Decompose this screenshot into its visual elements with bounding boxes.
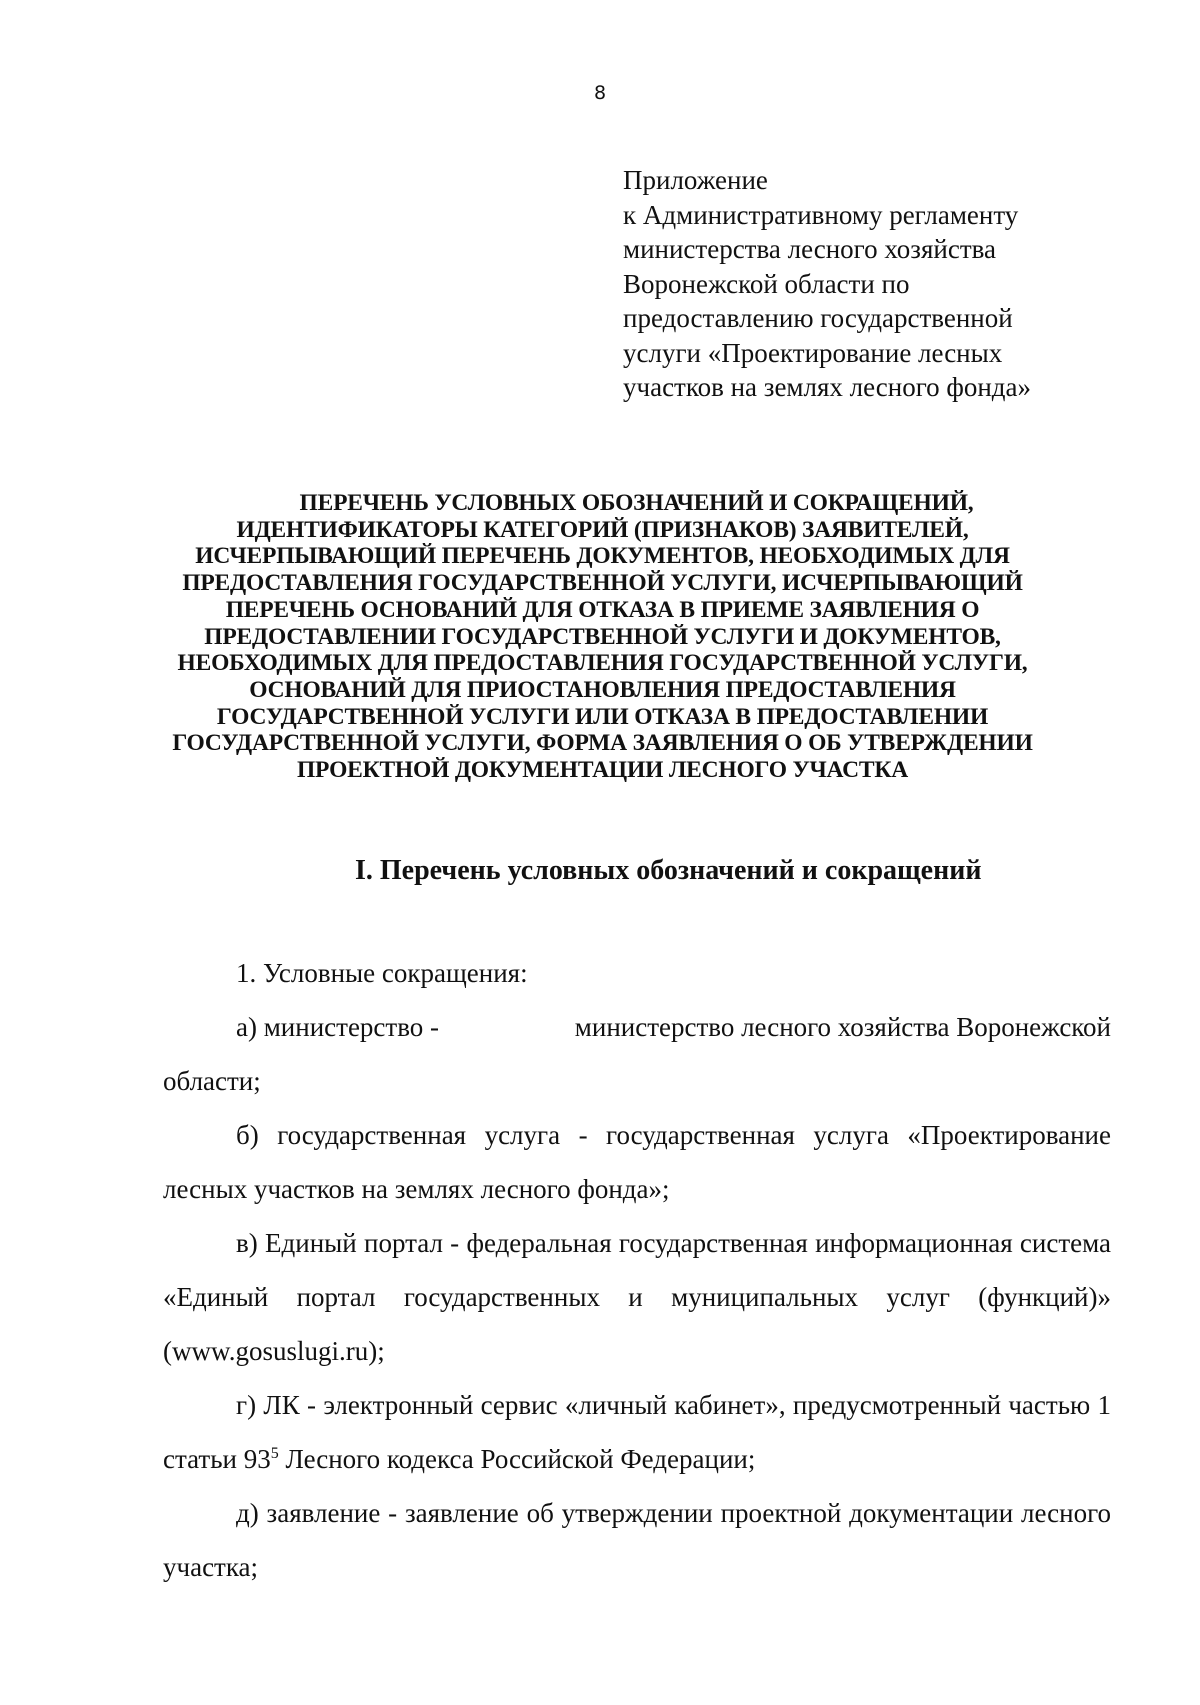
item-a-term: а) министерство - <box>236 1012 440 1042</box>
appendix-line: услуги «Проектирование лесных <box>623 337 1003 368</box>
item-g-text: г) ЛК - электронный сервис «личный кабинет», предусмотренный частью 1 статьи 93 <box>163 1390 1111 1474</box>
appendix-header <box>623 163 1143 405</box>
item-a-line <box>163 1000 1111 1054</box>
abbreviations-list <box>163 946 1111 1594</box>
appendix-line: министерства лесного хозяйства <box>623 234 996 264</box>
item-d: д) заявление - заявление об утверждении проектной документации лесного участка; <box>163 1498 1111 1582</box>
title-line: ПЕРЕЧЕНЬ ОСНОВАНИЙ ДЛЯ ОТКАЗА В ПРИЕМЕ ЗАЯВЛЕНИЯ О <box>225 596 980 623</box>
section-heading: I. Перечень условных обозначений и сокращений <box>355 855 982 886</box>
item-g <box>163 1378 1111 1486</box>
item-a-definition: министерство лесного хозяйства Воронежской <box>574 1012 1111 1042</box>
appendix-line: предоставлению государственной <box>623 303 1013 333</box>
item-a-tail: области; <box>163 1066 261 1096</box>
document-title <box>150 490 1055 784</box>
title-line: ПРЕДОСТАВЛЕНИЯ ГОСУДАРСТВЕННОЙ УСЛУГИ, ИСЧЕРПЫВАЮЩИЙ <box>182 570 1023 597</box>
title-line: ИСЧЕРПЫВАЮЩИЙ ПЕРЕЧЕНЬ ДОКУМЕНТОВ, НЕОБХОДИМЫХ ДЛЯ <box>195 543 1010 570</box>
page-number: 8 <box>593 82 607 104</box>
item-g-text-end: Лесного кодекса Российской Федерации; <box>278 1444 756 1474</box>
item-1-heading: 1. Условные сокращения: <box>236 958 528 988</box>
item-b: б) государственная услуга - государственная услуга «Проектирование лесных участков на землях лесного фонда»; <box>163 1120 1111 1204</box>
title-line: ГОСУДАРСТВЕННОЙ УСЛУГИ ИЛИ ОТКАЗА В ПРЕДОСТАВЛЕНИИ <box>216 703 989 730</box>
appendix-line: к Административному регламенту <box>623 199 1019 230</box>
title-line: ПРОЕКТНОЙ ДОКУМЕНТАЦИИ ЛЕСНОГО УЧАСТКА <box>296 757 909 784</box>
item-g-superscript: 5 <box>270 1445 279 1462</box>
title-line: ИДЕНТИФИКАТОРЫ КАТЕГОРИЙ (ПРИЗНАКОВ) ЗАЯВИТЕЛЕЙ, <box>236 516 969 543</box>
title-line: ГОСУДАРСТВЕННОЙ УСЛУГИ, ФОРМА ЗАЯВЛЕНИЯ О ОБ УТВЕРЖДЕНИИ <box>172 730 1033 757</box>
title-line: ПЕРЕЧЕНЬ УСЛОВНЫХ ОБОЗНАЧЕНИЙ И СОКРАЩЕНИЙ, <box>299 490 974 516</box>
title-line: ПРЕДОСТАВЛЕНИИ ГОСУДАРСТВЕННОЙ УСЛУГИ И ДОКУМЕНТОВ, <box>204 623 1001 650</box>
appendix-line: Воронежской области по <box>623 268 910 299</box>
title-line: ОСНОВАНИЙ ДЛЯ ПРИОСТАНОВЛЕНИЯ ПРЕДОСТАВЛЕНИЯ <box>249 676 956 703</box>
item-v: в) Единый портал - федеральная государственная информационная система «Единый портал государственных и муниципальных услуг (функций)» (www.gosuslugi.ru); <box>163 1228 1111 1366</box>
title-line: НЕОБХОДИМЫХ ДЛЯ ПРЕДОСТАВЛЕНИЯ ГОСУДАРСТВЕННОЙ УСЛУГИ, <box>177 650 1028 677</box>
appendix-line: Приложение <box>623 165 768 195</box>
appendix-line: участков на землях лесного фонда» <box>623 372 1032 402</box>
